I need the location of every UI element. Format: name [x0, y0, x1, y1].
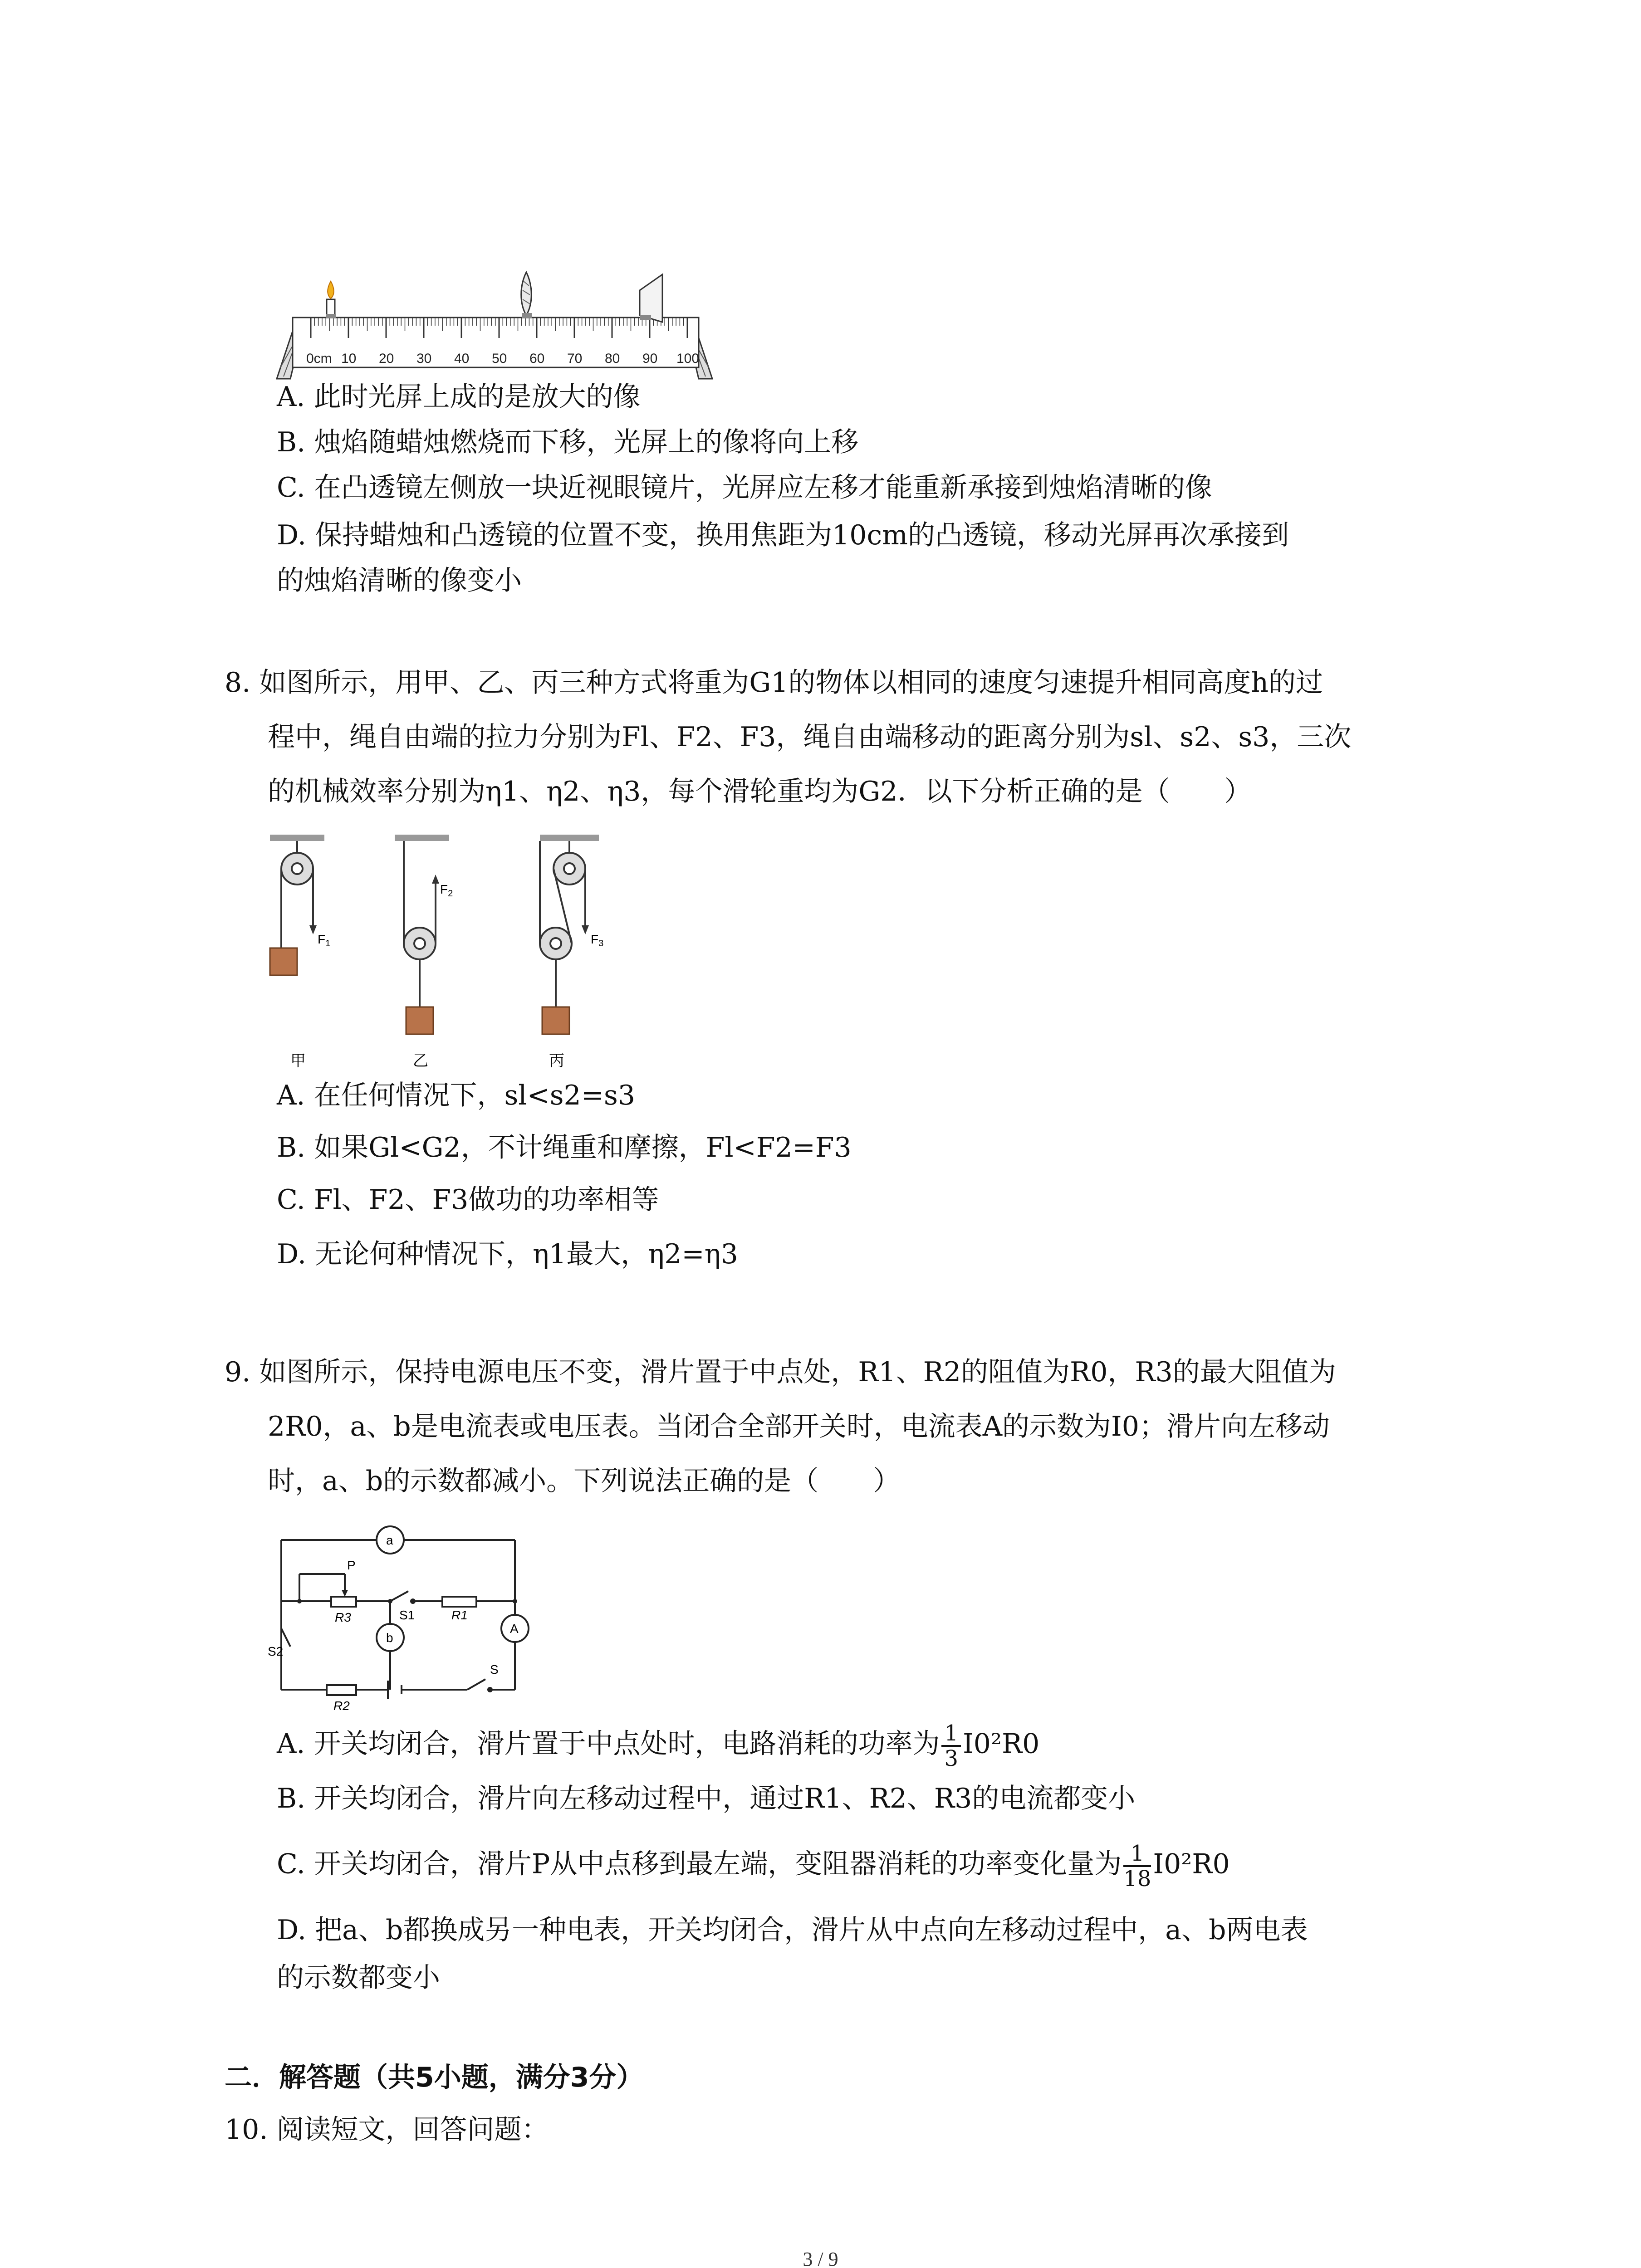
q10-text-line1: 10. 阅读短文，回答问题：: [225, 2114, 549, 2146]
resistor-r2: [327, 1685, 356, 1695]
q8-option-a: A. 在任何情况下，sl<s2=s3: [277, 1080, 635, 1111]
svg-text:P: P: [347, 1558, 356, 1572]
switch-s1: [390, 1591, 415, 1603]
q9-text-line3: 时，a、b的示数都减小。下列说法正确的是（ ）: [268, 1465, 901, 1497]
pulley-setup-jia: [270, 835, 330, 1070]
q8-option-b: B. 如果Gl<G2，不计绳重和摩擦，Fl<F2=F3: [277, 1132, 852, 1163]
ruler-label: 40: [454, 351, 470, 366]
page-number: 3 / 9: [803, 2248, 838, 2268]
svg-text:b: b: [386, 1631, 393, 1645]
svg-text:R1: R1: [451, 1608, 468, 1622]
svg-text:F1: $F_1$: [318, 932, 331, 948]
svg-text:R3: R3: [335, 1610, 351, 1624]
q9-text-line1: 9. 如图所示，保持电源电压不变，滑片置于中点处，R1、R2的阻值为R0，R3的最大阻值为: [225, 1356, 1336, 1388]
switch-s: [467, 1679, 492, 1691]
q9-option-d-line1: D. 把a、b都换成另一种电表，开关均闭合，滑片从中点向左移动过程中，a、b两电表: [277, 1914, 1308, 1946]
svg-text:S2: S2: [268, 1644, 284, 1658]
optical-bench-figure: [268, 272, 721, 381]
resistor-r1: [442, 1597, 476, 1607]
svg-text:A: A: [510, 1622, 519, 1636]
pulley-setup-yi: [395, 835, 453, 1070]
pulley-figure: [268, 830, 676, 1070]
svg-text:F2: $F_2$: [440, 882, 453, 899]
q8-text-line3: 的机械效率分别为η1、η2、η3，每个滑轮重均为G2．以下分析正确的是（ ）: [268, 776, 1252, 807]
resistor-r3: [331, 1597, 356, 1607]
svg-text:S: S: [490, 1662, 499, 1677]
ruler-label: 70: [567, 351, 583, 366]
ruler-label: 90: [642, 351, 658, 366]
svg-text:R2: R2: [333, 1699, 350, 1713]
ruler-label: 10: [341, 351, 357, 366]
ruler-label: 60: [529, 351, 545, 366]
svg-text:F3: $F_3$: [591, 932, 604, 948]
q8-option-c: C. Fl、F2、F3做功的功率相等: [277, 1184, 659, 1216]
q9-option-a: A. 开关均闭合，滑片置于中点处时，电路消耗的功率为 $\frac{1}{3}$ I0²R0: [277, 1721, 1040, 1771]
label-bing: 丙: [549, 1052, 564, 1070]
ruler-label: 0cm: [306, 351, 332, 366]
section-2-title: 二．解答题（共5小题，满分3分）: [225, 2062, 644, 2093]
svg-text:a: a: [386, 1533, 393, 1547]
ruler-label: 50: [492, 351, 507, 366]
ruler-label: 20: [379, 351, 394, 366]
q8-text-line1: 8. 如图所示，用甲、乙、丙三种方式将重为G1的物体以相同的速度匀速提升相同高度h的过: [225, 667, 1323, 699]
q9-text-line2: 2R0，a、b是电流表或电压表。当闭合全部开关时，电流表A的示数为I0；滑片向左移动: [268, 1411, 1330, 1442]
q9-option-c: C. 开关均闭合，滑片P从中点移到最左端，变阻器消耗的功率变化量为 $\frac{1}{18}$ I0²R0: [277, 1841, 1230, 1892]
q7-option-d-line1: D. 保持蜡烛和凸透镜的位置不变，换用焦距为10cm的凸透镜，移动光屏再次承接到: [277, 519, 1289, 551]
q7-option-a: A. 此时光屏上成的是放大的像: [277, 381, 641, 413]
candle-icon: [326, 281, 336, 318]
convex-lens-icon: [521, 272, 532, 318]
label-yi: 乙: [413, 1052, 428, 1070]
ruler-label: 80: [605, 351, 620, 366]
q7-option-b: B. 烛焰随蜡烛燃烧而下移，光屏上的像将向上移: [277, 426, 859, 458]
label-jia: 甲: [290, 1052, 306, 1070]
circuit-figure: [268, 1510, 540, 1713]
q8-option-d: D. 无论何种情况下，η1最大，η2=η3: [277, 1238, 738, 1270]
svg-text:S1: S1: [399, 1608, 415, 1622]
light-screen-icon: [640, 274, 662, 322]
q9-option-d-line2: 的示数都变小: [277, 1962, 440, 1994]
pulley-setup-bing: [540, 835, 603, 1070]
q8-text-line2: 程中，绳自由端的拉力分别为Fl、F2、F3，绳自由端移动的距离分别为sl、s2、s3，三次: [268, 721, 1352, 753]
ruler-label: 30: [416, 351, 432, 366]
ruler-label: 100: [676, 351, 700, 366]
q7-option-c: C. 在凸透镜左侧放一块近视眼镜片，光屏应左移才能重新承接到烛焰清晰的像: [277, 472, 1212, 503]
q7-option-d-line2: 的烛焰清晰的像变小: [277, 565, 522, 596]
q9-option-b: B. 开关均闭合，滑片向左移动过程中，通过R1、R2、R3的电流都变小: [277, 1783, 1136, 1814]
